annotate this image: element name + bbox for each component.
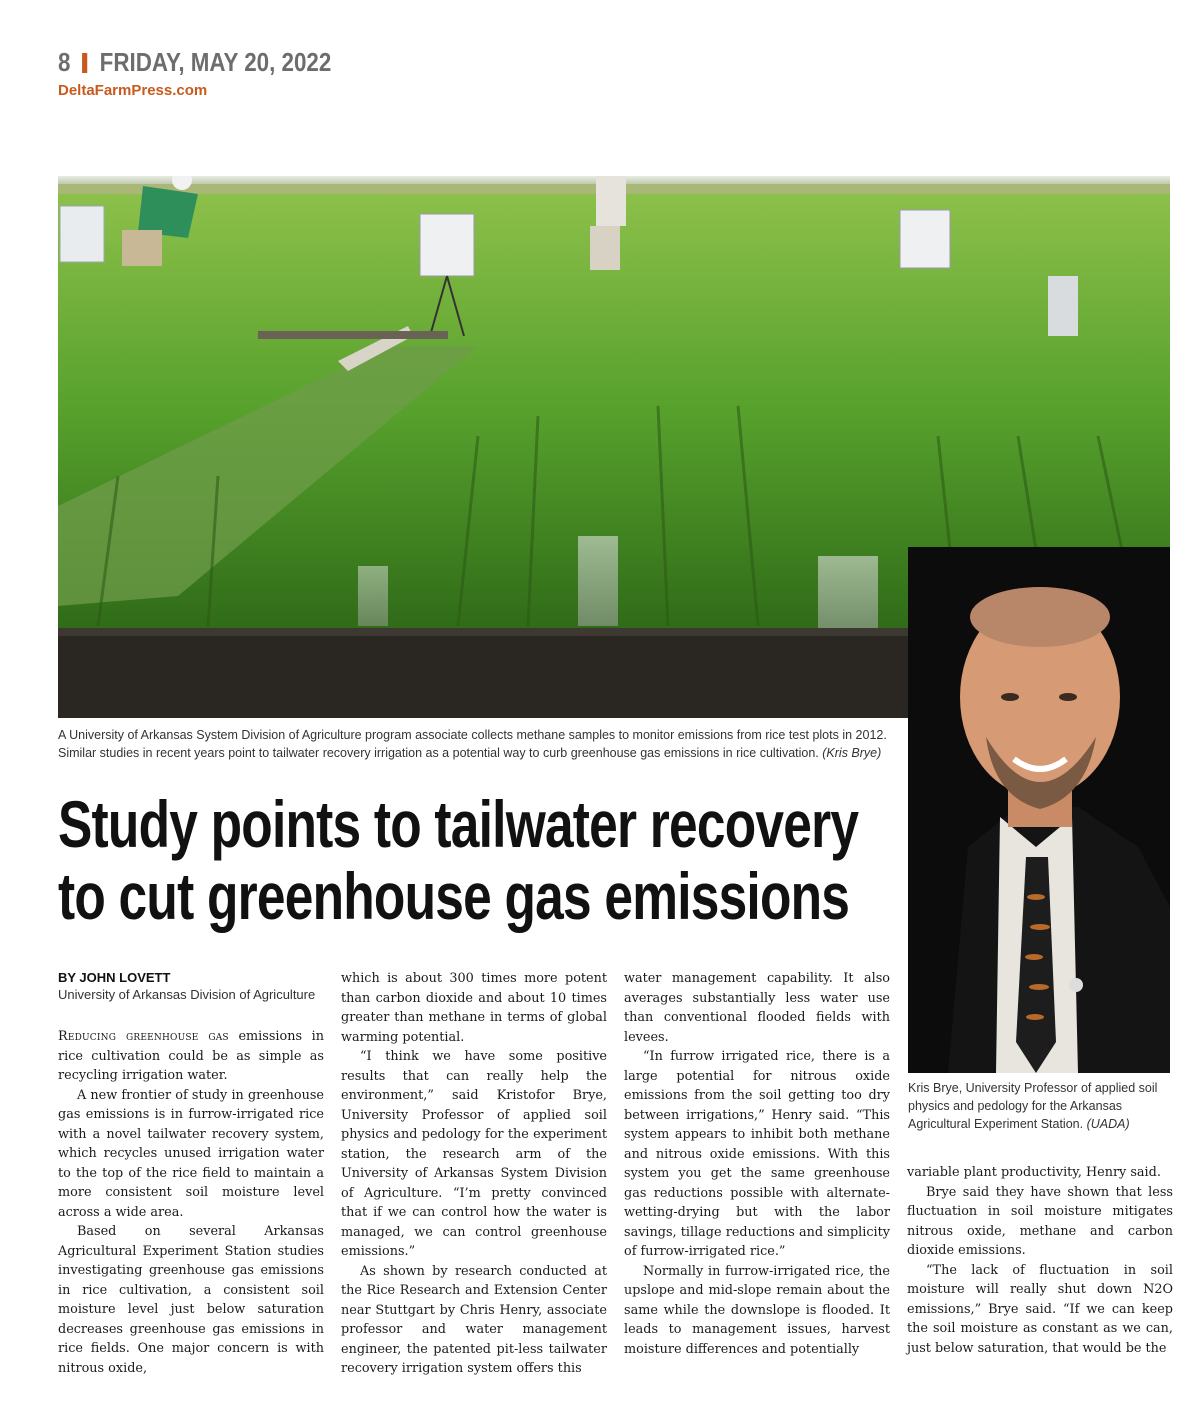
main-photo-caption — [58, 726, 898, 762]
lead-in: Reducing greenhouse gas — [58, 1029, 229, 1044]
portrait-caption-credit: (UADA) — [1086, 1117, 1130, 1131]
main-caption-credit: (Kris Brye) — [822, 746, 882, 760]
issue-date: FRIDAY, MAY 20, 2022 — [99, 47, 332, 77]
paragraph: “In furrow irrigated rice, there is a large potential for nitrous oxide emissions from the soil getting too dry between irrigations,” Henry said. “This system appears to inhibit both methane and nitrous oxide emissions. With this system you get the same greenhouse gas reductions possible with alternate-wetting-drying but with the labor savings, tillage reductions and simplicity of furrow-irrigated rice.” — [624, 1049, 890, 1259]
body-column-1 — [58, 1027, 324, 1378]
portrait-caption — [908, 1079, 1170, 1133]
paragraph: A new frontier of study in greenhouse gas emissions is in furrow-irrigated rice with a novel tailwater recovery system, which recycles unused irrigation water to the top of the rice field to maintain a more consistent soil moisture level across a wide area. — [58, 1087, 324, 1220]
page-number: 8 — [58, 47, 71, 77]
body-column-4 — [907, 1163, 1173, 1358]
paragraph: Based on several Arkansas Agricultural Experiment Station studies investigating greenhouse gas emissions in rice cultivation, a consistent soil moisture level just below saturation decreases greenhouse gas emissions in rice fields. One major concern is with nitrous oxide, — [58, 1224, 324, 1376]
paragraph: Brye said they have shown that less fluctuation in soil moisture mitigates nitrous oxide, methane and carbon dioxide emissions. — [907, 1184, 1173, 1258]
portrait-caption-text: Kris Brye, University Professor of applied soil physics and pedology for the Arkansas Agricultural Experiment Station. — [908, 1081, 1158, 1131]
article-headline — [58, 788, 955, 932]
website-link[interactable]: DeltaFarmPress.com — [58, 82, 208, 99]
paragraph: As shown by research conducted at the Rice Research and Extension Center near Stuttgart by Chris Henry, associate professor and water management engineer, the patented pit-less tailwater recovery irrigation system offers this — [341, 1263, 607, 1376]
paragraph: “The lack of fluctuation in soil moisture will really shut down N2O emissions,” Brye said. “If we can keep the soil moisture as constant as we can, just below saturation, that would be the — [907, 1262, 1173, 1356]
main-caption-text: A University of Arkansas System Division of Agriculture program associate collects methane samples to monitor emissions from rice test plots in 2012. Similar studies in recent years point to tailwater recovery irrigation as a potential way to curb greenhouse gas emissions in rice cultivation. — [58, 728, 887, 760]
folio-divider — [82, 53, 87, 73]
headline-line-2: to cut greenhouse gas emissions — [58, 859, 850, 933]
byline — [58, 969, 324, 1004]
page-folio — [58, 46, 331, 78]
author-name: BY JOHN LOVETT — [58, 970, 171, 985]
paragraph: which is about 300 times more potent than carbon dioxide and about 10 times greater than methane in terms of global warming potential. — [341, 971, 607, 1045]
body-column-3 — [624, 969, 890, 1359]
body-column-2 — [341, 969, 607, 1379]
headline-line-1: Study points to tailwater recovery — [58, 787, 859, 861]
author-affiliation: University of Arkansas Division of Agriculture — [58, 987, 316, 1002]
paragraph: Reducing greenhouse gas emissions in rice cultivation could be as simple as recycling irrigation water. — [58, 1029, 324, 1083]
paragraph: water management capability. It also averages substantially less water use than conventional flooded fields with levees. — [624, 971, 890, 1045]
paragraph: “I think we have some positive results that can really help the environment,” said Kristofor Brye, University Professor of applied soil physics and pedology for the experiment station, the research arm of the University of Arkansas System Division of Agriculture. “I’m pretty convinced that if we can control how the water is managed, we can control greenhouse emissions.” — [341, 1049, 607, 1259]
paragraph: Normally in furrow-irrigated rice, the upslope and mid-slope remain about the same while the downslope is flooded. It leads to management issues, harvest moisture differences and potentially — [624, 1263, 890, 1357]
paragraph: variable plant productivity, Henry said. — [907, 1165, 1161, 1180]
